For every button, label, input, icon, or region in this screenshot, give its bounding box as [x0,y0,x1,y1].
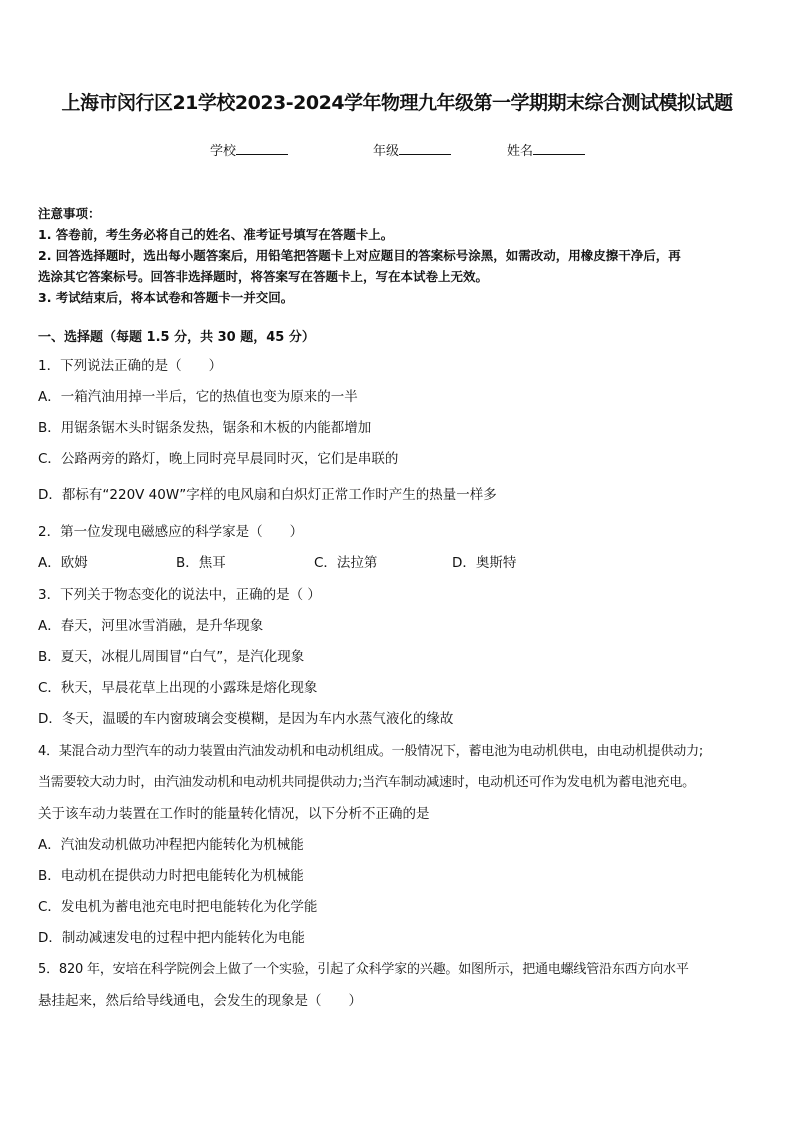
question-2-option-b: B．焦耳 [176,555,226,571]
question-3-option-b: B．夏天，冰棍儿周围冒“白气”，是汽化现象 [38,649,305,665]
question-3-option-c: C．秋天，早晨花草上出现的小露珠是熔化现象 [38,680,318,696]
question-5-stem-line: 悬挂起来，然后给导线通电，会发生的现象是（ ） [38,993,362,1009]
question-4-stem-line: 4．某混合动力型汽车的动力装置由汽油发动机和电动机组成。一般情况下，蓄电池为电动机供电，由电动机提供动力; [38,744,704,759]
name-field [507,140,585,159]
name-blank [533,142,585,155]
question-5-stem-line: 5．820 年，安培在科学院例会上做了一个实验，引起了众科学家的兴趣。如图所示，把通电螺线管沿东西方向水平 [38,962,689,977]
question-4-option-c: C．发电机为蓄电池充电时把电能转化为化学能 [38,899,318,915]
question-3-option-a: A．春天，河里冰雪消融，是升华现象 [38,618,264,634]
question-2-stem: 2．第一位发现电磁感应的科学家是（ ） [38,524,304,540]
question-3-option-d: D．冬天，温暖的车内窗玻璃会变模糊，是因为车内水蒸气液化的缘故 [38,711,454,727]
notes-line: 选涂其它答案标号。回答非选择题时，将答案写在答题卡上，写在本试卷上无效。 [38,269,489,284]
notes-line: 2. 回答选择题时，选出每小题答案后，用铅笔把答题卡上对应题目的答案标号涂黑，如需改动，用橡皮擦干净后，再 [38,248,681,263]
notes-block [38,203,758,308]
question-1-option-a: A．一箱汽油用掉一半后，它的热值也变为原来的一半 [38,389,358,405]
question-1-option-b: B．用锯条锯木头时锯条发热，锯条和木板的内能都增加 [38,420,372,436]
name-label: 姓名 [507,144,534,159]
grade-field [373,140,451,159]
section-title: 一、选择题（每题 1.5 分，共 30 题，45 分） [38,330,315,345]
school-label: 学校 [210,144,237,159]
question-2-option-c: C．法拉第 [314,555,378,571]
question-3-stem: 3．下列关于物态变化的说法中，正确的是（ ） [38,587,321,603]
school-field [210,140,288,159]
question-1-option-d: D．都标有“220V 40W”字样的电风扇和白炽灯正常工作时产生的热量一样多 [38,487,497,503]
notes-line: 3. 考试结束后，将本试卷和答题卡一并交回。 [38,290,294,305]
exam-title: 上海市闵行区21学校2023-2024学年物理九年级第一学期期末综合测试模拟试题 [61,92,733,114]
question-4-option-b: B．电动机在提供动力时把电能转化为机械能 [38,868,304,884]
notes-line: 1. 答卷前，考生务必将自己的姓名、准考证号填写在答题卡上。 [38,227,394,242]
question-4-option-d: D．制动减速发电的过程中把内能转化为电能 [38,930,305,946]
question-1-option-c: C．公路两旁的路灯，晚上同时亮早晨同时灭，它们是串联的 [38,451,399,467]
grade-blank [399,142,451,155]
school-blank [236,142,288,155]
notes-heading: 注意事项： [38,206,101,221]
question-1-stem: 1．下列说法正确的是（ ） [38,358,223,374]
question-2-option-a: A．欧姆 [38,555,88,571]
grade-label: 年级 [373,144,400,159]
question-4-stem-line: 当需要较大动力时，由汽油发动机和电动机共同提供动力;当汽车制动减速时，电动机还可作为发电机为蓄电池充电。 [38,775,695,790]
question-4-option-a: A．汽油发动机做功冲程把内能转化为机械能 [38,837,304,853]
question-4-stem-line: 关于该车动力装置在工作时的能量转化情况，以下分析不正确的是 [38,806,430,822]
question-2-option-d: D．奥斯特 [452,555,517,571]
